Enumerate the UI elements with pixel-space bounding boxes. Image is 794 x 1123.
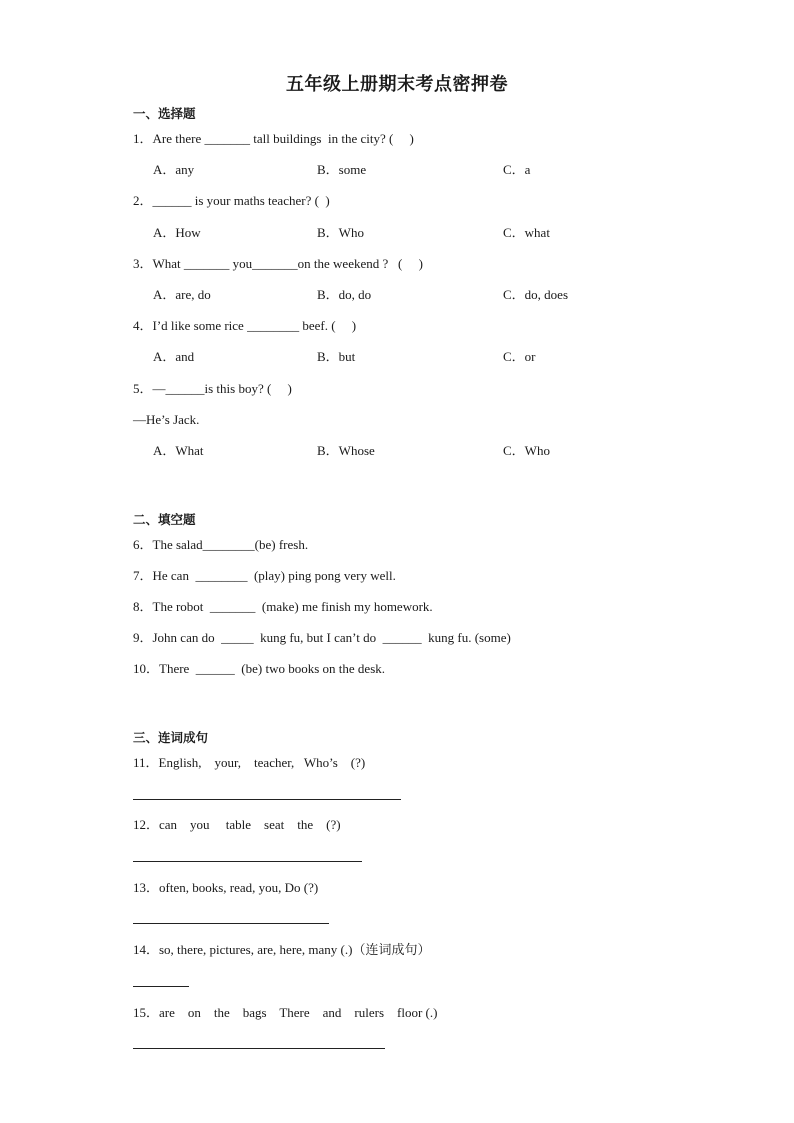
section-heading-ordering: 三、连词成句 <box>133 730 209 745</box>
question-11: 11．English, your, teacher, Who’s (?) <box>133 755 366 770</box>
question-5: 5．—______is this boy? ( ) <box>133 381 292 396</box>
q1-option-b: B．some <box>317 162 367 177</box>
answer-line-13[interactable] <box>133 923 329 924</box>
q2-option-a: A．How <box>153 225 201 240</box>
q4-option-b: B．but <box>317 349 356 364</box>
question-12: 12．can you table seat the (?) <box>133 817 341 832</box>
q5-option-a: A．What <box>153 443 204 458</box>
question-9: 9．John can do _____ kung fu, but I can’t do ______ kung fu. (some) <box>133 630 511 645</box>
q1-option-a: A．any <box>153 162 195 177</box>
q2-option-b: B．Who <box>317 225 364 240</box>
question-10: 10．There ______ (be) two books on the desk. <box>133 661 386 676</box>
question-5-reply: —He’s Jack. <box>133 412 200 427</box>
question-14: 14．so, there, pictures, are, here, many (.)（连词成句） <box>133 942 431 957</box>
question-8: 8．The robot _______ (make) me finish my homework. <box>133 599 433 614</box>
q3-option-a: A．are, do <box>153 287 211 302</box>
q2-option-c: C．what <box>503 225 550 240</box>
answer-line-12[interactable] <box>133 861 362 862</box>
q3-option-c: C．do, does <box>503 287 569 302</box>
q4-option-a: A．and <box>153 349 195 364</box>
question-2: 2．______ is your maths teacher? ( ) <box>133 193 330 208</box>
q5-option-b: B．Whose <box>317 443 375 458</box>
question-15: 15．are on the bags There and rulers floor (.) <box>133 1005 438 1020</box>
question-6: 6．The salad________(be) fresh. <box>133 537 309 552</box>
answer-line-11[interactable] <box>133 799 401 800</box>
section-heading-fill: 二、填空题 <box>133 512 196 527</box>
page-title: 五年级上册期末考点密押卷 <box>286 74 508 95</box>
q1-option-c: C．a <box>503 162 531 177</box>
answer-line-15[interactable] <box>133 1048 385 1049</box>
question-3: 3．What _______ you_______on the weekend ? ( ) <box>133 256 423 271</box>
question-13: 13．often, books, read, you, Do (?) <box>133 880 319 895</box>
section-heading-choice: 一、选择题 <box>133 106 196 121</box>
q4-option-c: C．or <box>503 349 536 364</box>
question-7: 7．He can ________ (play) ping pong very well. <box>133 568 396 583</box>
q3-option-b: B．do, do <box>317 287 372 302</box>
question-4: 4．I’d like some rice ________ beef. ( ) <box>133 318 357 333</box>
q5-option-c: C．Who <box>503 443 550 458</box>
question-1: 1．Are there _______ tall buildings in the city? ( ) <box>133 131 414 146</box>
answer-line-14[interactable] <box>133 986 189 987</box>
